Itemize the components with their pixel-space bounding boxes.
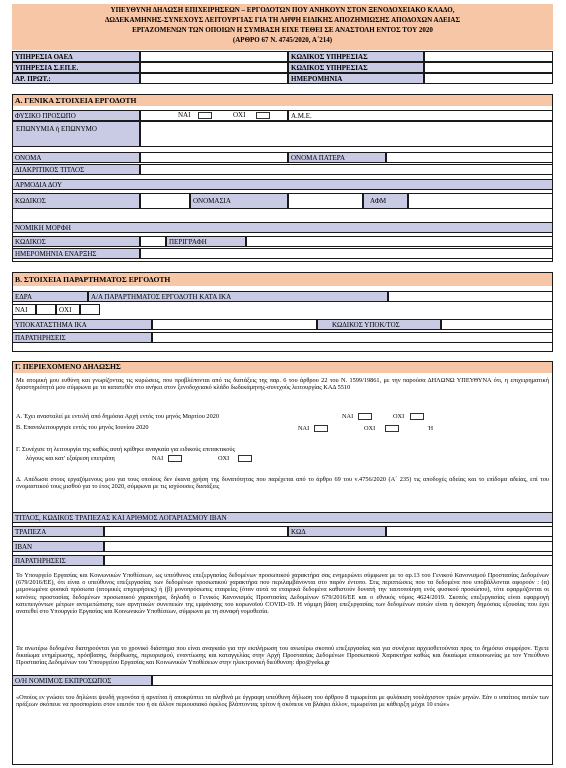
label-distinctive-title: ΔΙΑΚΡΙΤΙΚΟΣ ΤΙΤΛΟΣ — [12, 164, 140, 175]
label-first-name: ΟΝΟΜΑ — [12, 152, 140, 163]
sepe-field[interactable] — [140, 62, 288, 73]
question-a: Α. Έχει ανασταλεί με εντολή από δημόσια Αρχή εντός του μηνός Μαρτίου 2020 — [16, 413, 220, 420]
label-legal-form-code: ΚΩΔΙΚΟΣ — [12, 236, 140, 247]
date-field[interactable] — [424, 73, 553, 84]
natural-person-yes-checkbox[interactable] — [198, 112, 212, 119]
label-tax-office: ΑΡΜΟΔΙΑ ΔΟΥ — [12, 179, 553, 190]
protocol-field[interactable] — [140, 73, 288, 84]
distinctive-title-field[interactable] — [140, 164, 553, 175]
bank-section-title: ΤΙΤΛΟΣ, ΚΩΔΙΚΟΣ ΤΡΑΠΕΖΑΣ ΚΑΙ ΑΡΙΘΜΟΣ ΛΟΓΑΡΙΑΣΜΟΥ IBAN — [12, 512, 553, 523]
label-oaed: ΥΠΗΡΕΣΙΑ ΟΑΕΔ — [12, 51, 140, 62]
label-bank: ΤΡΑΠΕΖΑ — [12, 526, 104, 537]
ika-branch-field[interactable] — [152, 319, 317, 330]
legal-warning-footer: «Οποίος εν γνώσει του δηλώνει ψευδή γεγονότα ή αρνείται ή αποκρύπτει τα αληθινά με έγγραφη υπεύθυνη δήλωση του άρθρου 8 τιμωρείται με φυλάκιση τουλάχιστον τριών μηνών. Εάν ο υπαίτιος αυτών των πράξεων σκόπευε να προσπορίσει στον εαυτόν του ή σε άλλον περιουσιακό όφελος βλάπτοντας τρίτον ή σκόπευε να βλάψει άλλον, τιμωρείται με κάθειρξη μέχρι 10 ετών» — [16, 694, 549, 709]
legal-form-code-field[interactable] — [140, 236, 166, 247]
label-natural-person: ΦΥΣΙΚΟ ΠΡΟΣΩΠΟ — [12, 110, 140, 121]
label-tax-office-name: ΟΝΟΜΑΣΙΑ — [190, 193, 288, 209]
tax-office-code-field[interactable] — [140, 193, 190, 209]
code-1-field[interactable] — [424, 51, 553, 62]
question-b-or: Ή — [428, 425, 434, 432]
bank-field[interactable] — [104, 526, 288, 537]
label-description: ΠΕΡΙΓΡΑΦΗ — [166, 236, 246, 247]
label-eponymia: ΕΠΩΝΥΜΙΑ ή ΕΠΩΝΥΜΟ — [12, 121, 140, 147]
seat-no-label: ΟΧΙ — [56, 304, 80, 315]
oaed-field[interactable] — [140, 51, 288, 62]
label-bank-code: ΚΩΔ — [288, 526, 386, 537]
header-line-3: ΕΡΓΑΖΟΜΕΝΩΝ ΤΩΝ ΟΠΟΙΩΝ Η ΣΥΜΒΑΣΗ ΕΙΧΕ ΤΕΘΕΙ ΣΕ ΑΝΑΣΤΟΛΗ ΕΝΤΟΣ ΤΟΥ 2020 — [132, 26, 433, 34]
label-ika-branch: ΥΠΟΚΑΤΑΣΤΗΜΑ ΙΚΑ — [12, 319, 152, 330]
question-a-yes-label: ΝΑΙ — [342, 413, 354, 420]
label-date: ΗΜΕΡΟΜΗΝΙΑ — [288, 73, 424, 84]
question-a-no-label: ΟΧΙ — [393, 413, 405, 420]
question-a-no-checkbox[interactable] — [410, 413, 424, 420]
label-iban: IBAN — [12, 541, 104, 552]
seat-yes-label: ΝΑΙ — [12, 304, 36, 315]
legal-representative-label: Ο/Η ΝΟΜΙΜΟΣ ΕΚΠΡΟΣΩΠΟΣ — [12, 675, 152, 686]
label-start-date: ΗΜΕΡΟΜΗΝΙΑ ΕΝΑΡΞΗΣ — [12, 248, 140, 259]
header-line-1: ΥΠΕΥΘΥΝΗ ΔΗΛΩΣΗ ΕΠΙΧΕΙΡΗΣΕΩΝ – ΕΡΓΟΔΟΤΩΝ ΠΟΥ ΑΝΗΚΟΥΝ ΣΤΟΝ ΞΕΝΟΔΟΧΕΙΑΚΟ ΚΛΑΔΟ, — [110, 6, 455, 14]
header-line-4: (ΑΡΘΡΟ 67 Ν. 4745/2020, Α΄214) — [232, 36, 333, 44]
label-seat: ΕΔΡΑ — [12, 291, 88, 302]
seat-no-checkbox[interactable] — [80, 304, 100, 315]
section-c-title: Γ. ΠΕΡΙΕΧΟΜΕΝΟ ΔΗΛΩΣΗΣ — [13, 362, 552, 373]
remarks-c-field[interactable] — [104, 555, 553, 566]
data-protection-notice-1: Το Υπουργείο Εργασίας και Κοινωνικών Υποθέσεων, ως υπεύθυνος επεξεργασίας δεδομένων προσωπικού χαρακτήρα σας ενημερώνει σύμφωνα με το αρ.13 του Γενικού Κανονισμού Προστασίας Δεδομένων (679/2016/ΕΕ), ότι είναι ο υπεύθυνος επεξεργασίας των δεδομένων προσωπικού χαρακτήρα που περιλαμβάνονται στο παρόν έντυπο. Στις περιπτώσεις που τα δεδομένα που υποβάλλονται αφορούν : (α) μεμονωμένα φυσικά πρόσωπα (ατομικές επιχειρήσεις) ή (β) μονοπρόσωπες εταιρείες (όταν αυτά τα εταιρικά δεδομένα καθιστούν δυνατή την ταυτοποίηση ενός φυσικού προσώπου), τότε εφαρμόζονται οι κανόνες προστασίας δεδομένων προσωπικού χαρακτήρα, δηλαδή ο Γενικός Κανονισμός Προστασίας Δεδομένων 679/2016/ΕΕ και ο εθνικός νόμος 4624/2019. Σκοπός επεξεργασίας είναι εφαρμογή κατεπειγόντων μέτρων αντιμετώπισης των αρνητικών συνεπειών της εμφάνισης του κορωνοϊού COVID-19. Η νόμιμη βάση επεξεργασίας των δεδομένων αυτών είναι η άσκηση δημόσιας εξουσίας που έχει ανατεθεί στο Υπουργείο Εργασίας και Κοινωνικών Υποθέσεων, σύμφωνα με τη συναφή νομοθεσία. — [16, 572, 549, 616]
label-branch-code: ΚΩΔΙΚΟΣ ΥΠΟΚ/ΤΟΣ — [317, 319, 441, 330]
bank-code-field[interactable] — [386, 526, 553, 537]
data-protection-notice-2: Τα ανωτέρω δεδομένα διατηρούνται για το χρονικό διάστημα που είναι αναγκαίο για την εκπλήρωση του ανωτέρω σκοπού επεξεργασίας και για συνέχεια αρχειοθετούνται προς το δημόσιο συμφέρον. Έχετε δικαίωμα ενημέρωσης, πρόσβασης, διόρθωσης, περιορισμού, εναντίωσης και καταγγελίας στην Αρχή Προστασίας Δεδομένων Προσωπικού Χαρακτήρα καθώς και δικαίωμα επικοινωνίας με τον Υπεύθυνο Προστασίας Δεδομένων του Υπουργείου Εργασίας και Κοινωνικών Υποθέσεων στην ηλεκτρονική διεύθυνση: dpo@yeka.gr — [16, 645, 549, 667]
legal-representative-field[interactable] — [152, 675, 553, 686]
label-legal-form: ΝΟΜΙΚΗ ΜΟΡΦΗ — [12, 222, 553, 233]
branch-code-field[interactable] — [441, 319, 553, 330]
label-tax-office-code: ΚΩΔΙΚΟΣ — [12, 193, 140, 209]
question-c-yes-label: ΝΑΙ — [152, 455, 164, 462]
iban-field[interactable] — [104, 541, 553, 552]
question-b-yes-label: ΝΑΙ — [298, 425, 310, 432]
father-name-field[interactable] — [386, 152, 553, 163]
question-b: Β. Επαναλειτουργησε εντός του μηνός Ιουνίου 2020 — [16, 424, 149, 431]
remarks-b-field[interactable] — [152, 332, 553, 343]
seat-yes-checkbox[interactable] — [36, 304, 56, 315]
label-remarks-c: ΠΑΡΑΤΗΡΗΣΕΙΣ — [12, 555, 104, 566]
afm-field[interactable] — [408, 193, 553, 209]
first-name-field[interactable] — [140, 152, 288, 163]
branch-number-field[interactable] — [388, 291, 553, 302]
label-father-name: ΟΝΟΜΑ ΠΑΤΕΡΑ — [288, 152, 386, 163]
label-remarks-b: ΠΑΡΑΤΗΡΗΣΕΙΣ — [12, 332, 152, 343]
code-2-field[interactable] — [424, 62, 553, 73]
description-field[interactable] — [246, 236, 553, 247]
question-b-no-label: ΟΧΙ — [364, 425, 376, 432]
label-branch-number: Α/Α ΠΑΡΑΡΤΗΜΑΤΟΣ ΕΡΓΟΔΟΤΗ ΚΑΤΑ ΙΚΑ — [88, 291, 388, 302]
question-b-yes-checkbox[interactable] — [314, 425, 328, 432]
question-c-yes-checkbox[interactable] — [168, 455, 182, 462]
label-code-2: ΚΩΔΙΚΟΣ ΥΠΗΡΕΣΙΑΣ — [288, 62, 424, 73]
question-c-no-label: ΟΧΙ — [218, 455, 230, 462]
label-sepe: ΥΠΗΡΕΣΙΑ Σ.ΕΠ.Ε. — [12, 62, 140, 73]
question-d: Δ. Απέδωσα στους εργαζόμενους μου για τους οποίους δεν έκανα χρήση της δυνατότητας που παρέχεται από το άρθρο 69 του ν.4756/2020 (Α΄ 235) τις αποδοχές αδείας και το επίδομα αδείας, επί του ονομαστικού τους μισθού για το έτος 2020, σύμφωνα με τις ισχύουσες διατάξεις — [16, 476, 549, 491]
form-header — [12, 4, 553, 50]
section-b-title: Β. ΣΤΟΙΧΕΙΑ ΠΑΡΑΡΤΗΜΑΤΟΣ ΕΡΓΟΔΟΤΗ — [13, 273, 552, 286]
label-afm: ΑΦΜ — [363, 193, 408, 209]
declaration-intro: Με ατομική μου ευθύνη και γνωρίζοντας τις κυρώσεις, που προβλέπονται από τις διατάξεις της παρ. 6 του άρθρου 22 του Ν. 1599/19861, με την παρούσα ΔΗΛΩΝΩ ΥΠΕΥΘΥΝΑ ότι, η επιχειρηματική δραστηριότητά μου σύμφωνα με τα κατατεθέν στο ανήκει στον ξενοδοχειακό κλάδο δωδεκάμηνης-συνεχούς λειτουργίας ΚΑΔ 5510 — [13, 376, 552, 406]
eponymia-field[interactable] — [140, 121, 553, 147]
label-code-1: ΚΩΔΙΚΟΣ ΥΠΗΡΕΣΙΑΣ — [288, 51, 424, 62]
label-protocol: ΑΡ. ΠΡΩΤ.: — [12, 73, 140, 84]
section-a-title: Α. ΓΕΝΙΚΑ ΣΤΟΙΧΕΙΑ ΕΡΓΟΔΟΤΗ — [13, 95, 552, 106]
start-date-field[interactable] — [140, 248, 553, 259]
natural-person-no-label: ΟΧΙ — [233, 111, 246, 119]
question-c-no-checkbox[interactable] — [238, 455, 252, 462]
tax-office-name-field[interactable] — [288, 193, 363, 209]
question-b-no-checkbox[interactable] — [385, 425, 399, 432]
label-ame: Α.Μ.Ε. — [288, 110, 553, 121]
question-c-line-1: Γ. Συνέχισε τη λειτουργία της καθώς αυτή κρίθηκε αναγκαία για ειδικούς επιτακτικούς — [16, 446, 236, 453]
header-line-2: ΔΩΔΕΚΑΜΗΝΗΣ-ΣΥΝΕΧΟΥΣ ΛΕΙΤΟΥΡΓΙΑΣ ΓΙΑ ΤΗ ΛΗΨΗ ΕΙΔΙΚΗΣ ΑΠΟΖΗΜΙΩΣΗΣ ΑΠΟΔΟΧΩΝ ΑΔΕΙΑΣ — [104, 16, 461, 24]
question-c-line-2: λόγους και κατ' εξαίρεση επετράπη — [26, 455, 115, 462]
natural-person-yes-label: ΝΑΙ — [178, 111, 191, 119]
natural-person-no-checkbox[interactable] — [256, 112, 270, 119]
question-a-yes-checkbox[interactable] — [358, 413, 372, 420]
